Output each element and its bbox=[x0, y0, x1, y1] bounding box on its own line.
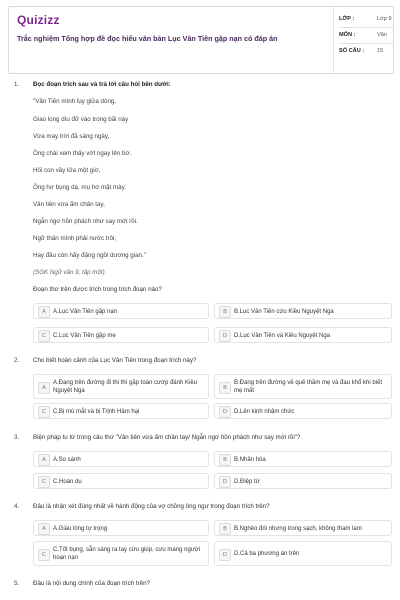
option-text: C.Lục Vân Tiên gặp mẹ bbox=[53, 333, 116, 339]
option-letter-badge: A bbox=[38, 454, 50, 466]
meta-grade-value: Lớp 9 bbox=[377, 16, 392, 22]
option-text: C.Hoán dụ bbox=[53, 479, 82, 485]
option-text: D.Điệp từ bbox=[234, 479, 260, 485]
answer-option-a[interactable] bbox=[33, 374, 209, 399]
option-letter-badge: A bbox=[38, 306, 50, 318]
option-letter-badge: D bbox=[219, 406, 231, 418]
question-text: Biện pháp tu từ trong câu thơ "Vân tiên vừa ấm chân tay/ Ngẫn ngơ hồn phách như say mới rồi"? bbox=[33, 434, 301, 441]
answer-option-d[interactable] bbox=[214, 541, 392, 566]
option-letter-badge: D bbox=[219, 476, 231, 488]
worksheet-header bbox=[8, 6, 394, 74]
option-letter-badge: D bbox=[219, 330, 231, 342]
option-letter-badge: A bbox=[38, 523, 50, 535]
option-text: A.Đang trên đường đi thi thì gặp toán cướp đánh Kiều Nguyệt Nga bbox=[53, 380, 197, 394]
option-letter-badge: C bbox=[38, 406, 50, 418]
question-instruction: Đọc đoạn trích sau và trả lời câu hỏi bên dưới: bbox=[33, 81, 171, 88]
poem-line: Hay đâu còn hãy đặng ngồi dương gian." bbox=[33, 252, 146, 259]
option-text: B.Lục Vân Tiên cứu Kiều Nguyệt Nga bbox=[234, 309, 334, 315]
header-divider bbox=[333, 7, 334, 73]
question-number: 5. bbox=[14, 580, 20, 587]
meta-separator bbox=[339, 27, 393, 28]
question-number: 3. bbox=[14, 434, 20, 441]
option-letter-badge: D bbox=[219, 549, 231, 561]
option-text: D.Lục Vân Tiên và Kiều Nguyệt Nga bbox=[234, 333, 331, 339]
poem-line: Vừa may trời đã sáng ngày, bbox=[33, 133, 110, 140]
option-letter-badge: C bbox=[38, 476, 50, 488]
meta-grade-label: LỚP : bbox=[339, 16, 355, 22]
option-text: C.Bị mù mắt và bị Trịnh Hâm hại bbox=[53, 409, 140, 415]
quizizz-logo: Quizizz bbox=[17, 13, 60, 27]
option-letter-badge: B bbox=[219, 523, 231, 535]
answer-option-a[interactable] bbox=[33, 451, 209, 467]
option-text: B.Nghèo đói nhưng trong sạch, không tham lam bbox=[234, 526, 362, 532]
option-letter-badge: C bbox=[38, 330, 50, 342]
meta-subject-value: Văn bbox=[377, 32, 387, 38]
meta-subject-label: MÔN : bbox=[339, 32, 356, 38]
option-text: A.So sánh bbox=[53, 457, 81, 463]
poem-line: "Vân Tiên mình lụy giữa dòng, bbox=[33, 98, 117, 105]
poem-line: Vân tiên vừa ấm chân tay, bbox=[33, 201, 105, 208]
answer-option-b[interactable] bbox=[214, 520, 392, 536]
question-number: 1. bbox=[14, 81, 20, 88]
answer-option-d[interactable] bbox=[214, 473, 392, 489]
worksheet-title: Trắc nghiệm Tổng hợp đề đọc hiểu văn bản Lục Vân Tiên gặp nạn có đáp án bbox=[17, 34, 278, 43]
option-text: A.Giàu lòng tự trọng bbox=[53, 526, 108, 532]
meta-count-value: 15 bbox=[377, 48, 384, 54]
option-text: D.Lên kinh nhậm chức bbox=[234, 409, 295, 415]
question-text: Đoạn thơ trên được trích trong trích đoạn nào? bbox=[33, 286, 162, 293]
answer-option-d[interactable] bbox=[214, 403, 392, 419]
answer-option-b[interactable] bbox=[214, 303, 392, 319]
poem-line: Ông chài xem thấy vớt ngay lên bờ. bbox=[33, 150, 132, 157]
meta-count-label: SỐ CÂU : bbox=[339, 48, 365, 54]
option-letter-badge: B bbox=[219, 454, 231, 466]
question-number: 2. bbox=[14, 357, 20, 364]
poem-source: (SGK Ngữ văn 9, tập một) bbox=[33, 269, 105, 276]
option-text: D.Cả ba phương án trên bbox=[234, 551, 300, 557]
question-text: Cho biết hoàn cảnh của Lục Vân Tiên trong đoạn trích này? bbox=[33, 357, 197, 364]
poem-line: Hối con vầy lửa một giờ, bbox=[33, 167, 101, 174]
poem-line: Ngẫn ngơ hồn phách như say mới rồi. bbox=[33, 218, 138, 225]
meta-separator bbox=[339, 43, 393, 44]
answer-option-b[interactable] bbox=[214, 374, 392, 399]
answer-option-c[interactable] bbox=[33, 327, 209, 343]
answer-option-d[interactable] bbox=[214, 327, 392, 343]
option-letter-badge: A bbox=[38, 382, 50, 394]
option-letter-badge: B bbox=[219, 306, 231, 318]
question-number: 4. bbox=[14, 503, 20, 510]
option-text: C.Tốt bụng, sẵn sàng ra tay cứu giúp, cưu mang người hoạn nạn bbox=[53, 547, 201, 561]
answer-option-c[interactable] bbox=[33, 473, 209, 489]
question-text: Đâu là nội dung chính của đoạn trích trên? bbox=[33, 580, 150, 587]
poem-line: Ngỡ thân mình phải nước trôi, bbox=[33, 235, 117, 242]
option-text: B.Đang trên đường về quê thăm mẹ và đau khổ khi biết mẹ mất bbox=[234, 380, 383, 394]
option-letter-badge: B bbox=[219, 382, 231, 394]
answer-option-b[interactable] bbox=[214, 451, 392, 467]
answer-option-c[interactable] bbox=[33, 403, 209, 419]
poem-line: Giao long dìu đỡ vào trong bãi này bbox=[33, 116, 129, 123]
poem-line: Ông hơ bụng dạ, mụ hơ mặt mày. bbox=[33, 184, 126, 191]
option-letter-badge: C bbox=[38, 549, 50, 561]
answer-option-c[interactable] bbox=[33, 541, 209, 566]
question-text: Đâu là nhận xét đúng nhất về hành động của vợ chồng ông ngư trong đoạn trích trên? bbox=[33, 503, 270, 510]
answer-option-a[interactable] bbox=[33, 520, 209, 536]
option-text: A.Lục Vân Tiên gặp nạn bbox=[53, 309, 118, 315]
option-text: B.Nhân hóa bbox=[234, 457, 266, 463]
answer-option-a[interactable] bbox=[33, 303, 209, 319]
